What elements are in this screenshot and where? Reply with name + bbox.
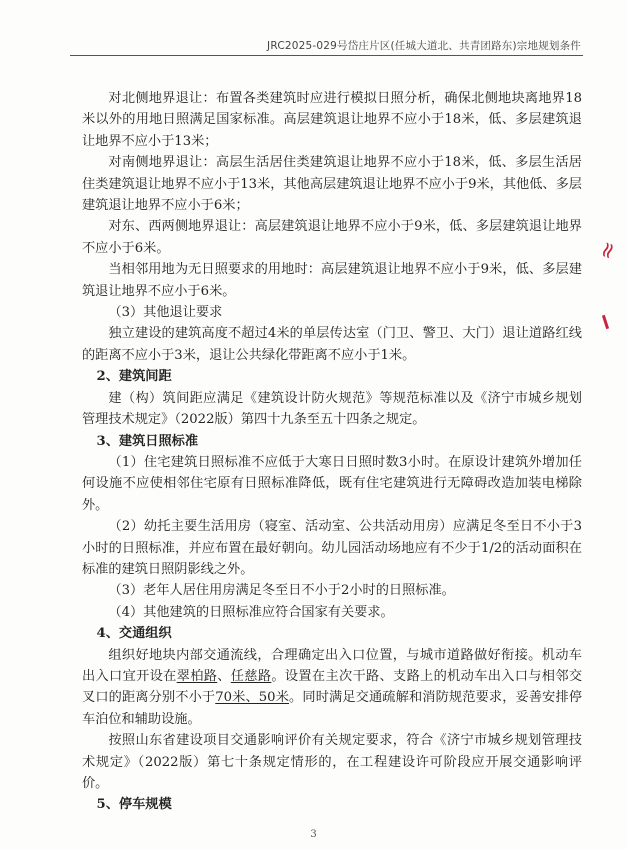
entrance-distances: 70米、50米 <box>215 690 290 706</box>
document-header: JRC2025-029号岱庄片区(任城大道北、共青团路东)宗地规划条件 <box>267 40 581 52</box>
section-heading-building-spacing: 2、建筑间距 <box>96 369 172 385</box>
traffic-text-part3: 。同时满足交通疏解和消防规范要求，妥善安排停车泊位和辅助设施。 <box>82 690 583 727</box>
section-heading-traffic: 4、交通组织 <box>96 626 172 642</box>
paragraph-sunlight-kindergarten: （2）幼托主要生活用房（寝室、活动室、公共活动用房）应满足冬至日不小于3小时的日照标准，并应布置在最好朝向。幼儿园活动场地应有不少于1/2的活动面积在标准的建筑日照阴影线之外。 <box>82 519 582 577</box>
traffic-text-part2: 。设置在主次干路、支路上的机动车出入口与相邻交叉口的距离分别不小于 <box>82 668 583 706</box>
document-body <box>82 88 582 816</box>
section-heading-parking: 5、停车规模 <box>96 797 172 813</box>
red-margin-mark: ≈ <box>593 237 624 264</box>
section-heading-sunlight: 3、建筑日照标准 <box>96 433 199 449</box>
paragraph-south-setback: 对南侧地界退让：高层生活居住类建筑退让地界不应小于18米，低、多层生活居住类建筑退让地界不应小于13米，其他高层建筑退让地界不应小于9米，其他低、多层建筑退让地界不应小于6米； <box>82 155 582 214</box>
page-number: 3 <box>310 829 317 840</box>
traffic-text-part1: 组织好地块内部交通流线，合理确定出入口位置，与城市道路做好衔接。机动车出入口宜开设在 <box>82 647 582 684</box>
paragraph-sunlight-elderly: （3）老年人居住用房满足冬至日不小于2小时的日照标准。 <box>108 583 455 599</box>
paragraph-no-sunlight-neighbor: 当相邻用地为无日照要求的用地时：高层建筑退让地界不应小于9米，低、多层建筑退让地界不应小于6米。 <box>82 262 582 299</box>
paragraph-traffic-impact: 按照山东省建设项目交通影响评价有关规定要求，符合《济宁市城乡规划管理技术规定》（2022版）第七十条规定情形的，在工程建设许可阶段应开展交通影响评价。 <box>82 733 582 791</box>
paragraph-other-setback-heading: （3）其他退让要求 <box>108 305 223 321</box>
paragraph-traffic-organization <box>82 645 582 731</box>
road-name-cuibai: 翠柏路 <box>176 668 218 684</box>
paragraph-north-setback: 对北侧地界退让：布置各类建筑时应进行模拟日照分析，确保北侧地块离地界18米以外的用地日照满足国家标准。高层建筑退让地界不应小于18米，低、多层建筑退让地界不应小于13米； <box>82 91 582 149</box>
paragraph-building-spacing: 建（构）筑间距应满足《建筑设计防火规范》等规范标准以及《济宁市城乡规划管理技术规定》（2022版）第四十九条至五十四条之规定。 <box>82 390 582 428</box>
paragraph-sunlight-residential: （1）住宅建筑日照标准不应低于大寒日日照时数3小时。在原设计建筑外增加任何设施不应使相邻住宅原有日照标准降低，既有住宅建筑进行无障碍改造加装电梯除外。 <box>82 454 582 513</box>
paragraph-gatehouse-setback: 独立建设的建筑高度不超过4米的单层传达室（门卫、警卫、大门）退让道路红线的距离不应小于3米，退让公共绿化带距离不应小于1米。 <box>82 326 582 363</box>
red-margin-stroke <box>602 315 609 329</box>
header-divider <box>70 55 583 56</box>
road-name-renci: 任慈路 <box>230 668 272 684</box>
paragraph-sunlight-other: （4）其他建筑的日照标准应符合国家有关要求。 <box>108 604 394 620</box>
paragraph-east-west-setback: 对东、西两侧地界退让：高层建筑退让地界不应小于9米，低、多层建筑退让地界不应小于6米。 <box>82 219 582 256</box>
traffic-text-separator: 、 <box>217 668 231 684</box>
